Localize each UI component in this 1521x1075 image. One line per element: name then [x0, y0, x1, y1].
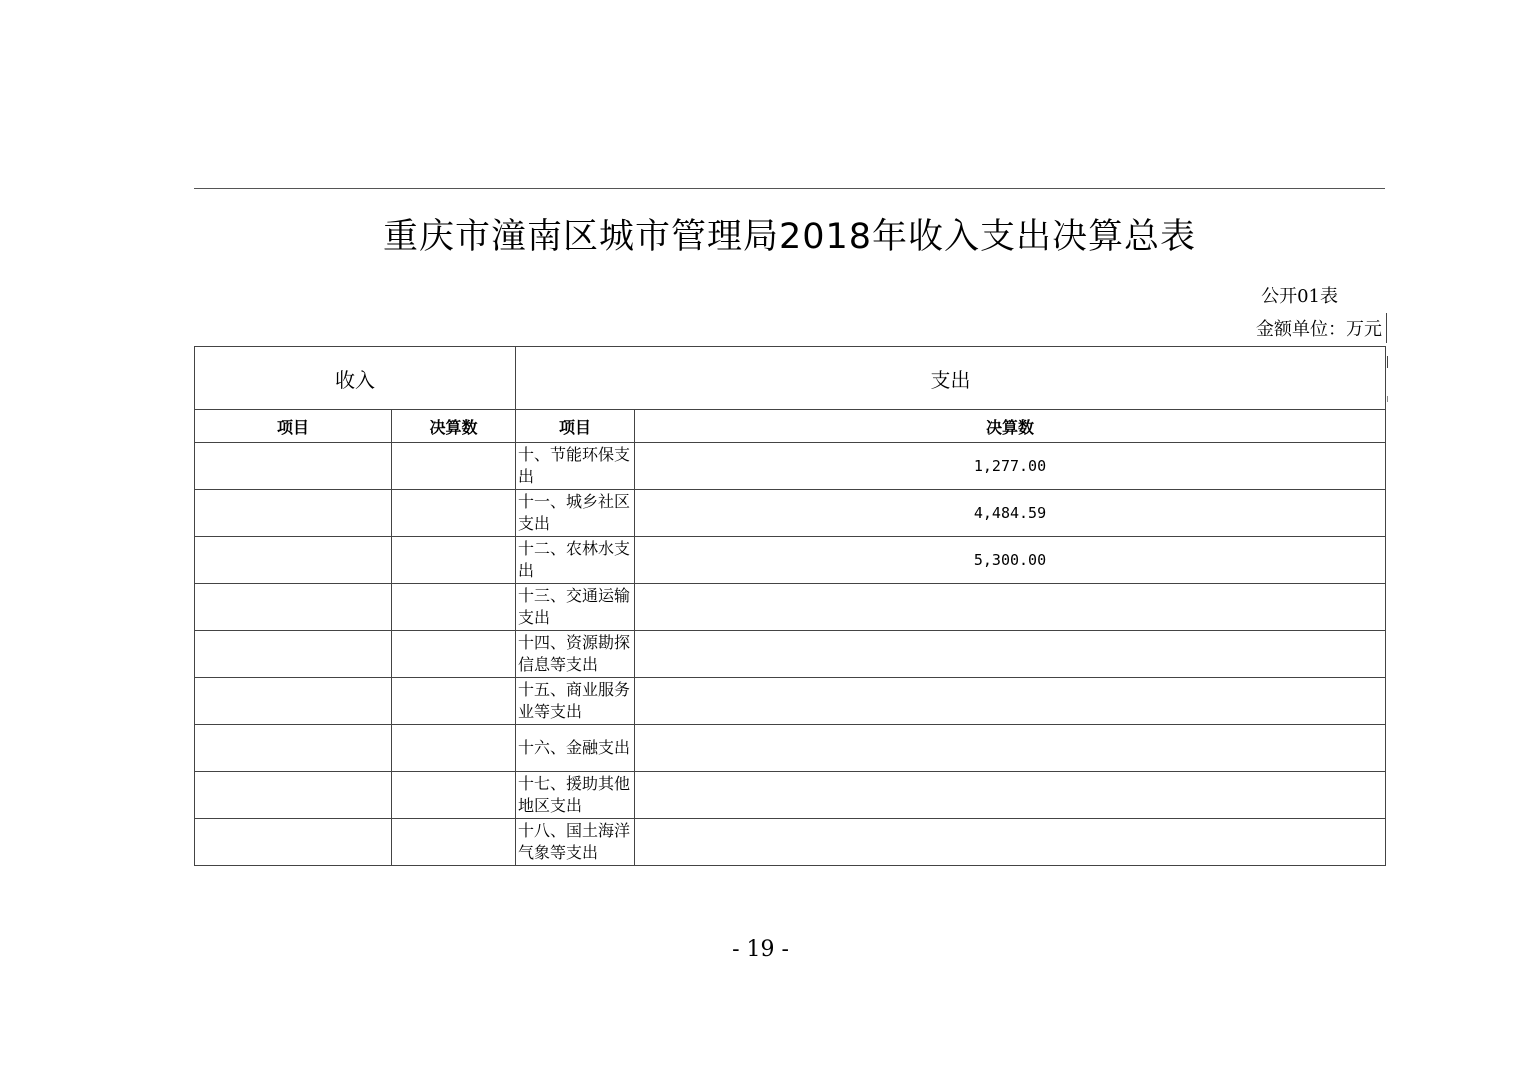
expense-amount-cell — [635, 678, 1386, 725]
table-row — [195, 537, 1386, 584]
income-amount-cell — [392, 772, 516, 819]
table-row — [195, 631, 1386, 678]
expense-amount-cell — [635, 584, 1386, 631]
income-amount-cell — [392, 443, 516, 490]
expense-item-cell: 十三、交通运输支出 — [516, 584, 635, 631]
expense-item-header: 项目 — [516, 410, 635, 443]
budget-table — [194, 346, 1386, 866]
income-item-cell — [195, 537, 392, 584]
table-row — [195, 584, 1386, 631]
table-row — [195, 819, 1386, 866]
income-item-cell — [195, 443, 392, 490]
expense-amount-cell — [635, 772, 1386, 819]
expense-item-cell: 十一、城乡社区支出 — [516, 490, 635, 537]
page-title: 重庆市潼南区城市管理局2018年收入支出决算总表 — [382, 217, 1197, 257]
column-header-row — [195, 410, 1386, 443]
table-row — [195, 678, 1386, 725]
expense-amount-cell — [635, 725, 1386, 772]
expense-amount-cell: 1,277.00 — [635, 443, 1386, 490]
expense-amount-cell — [635, 819, 1386, 866]
expense-item-cell: 十二、农林水支出 — [516, 537, 635, 584]
income-amount-cell — [392, 631, 516, 678]
income-item-cell — [195, 490, 392, 537]
expense-item-cell: 十五、商业服务业等支出 — [516, 678, 635, 725]
expense-item-cell: 十八、国土海洋气象等支出 — [516, 819, 635, 866]
table-row — [195, 443, 1386, 490]
expense-amount-cell: 4,484.59 — [635, 490, 1386, 537]
margin-mark — [1386, 313, 1387, 343]
margin-mark — [1387, 356, 1388, 368]
amount-unit-label: 金额单位：万元 — [1256, 319, 1382, 340]
income-amount-cell — [392, 490, 516, 537]
table-body — [195, 443, 1386, 866]
income-amount-header: 决算数 — [392, 410, 516, 443]
expense-item-cell: 十四、资源勘探信息等支出 — [516, 631, 635, 678]
table-row — [195, 725, 1386, 772]
page-number: - 19 - — [732, 937, 789, 962]
income-item-header: 项目 — [195, 410, 392, 443]
expense-group-header: 支出 — [516, 347, 1386, 410]
income-item-cell — [195, 819, 392, 866]
income-group-header: 收入 — [195, 347, 516, 410]
table-row — [195, 490, 1386, 537]
income-item-cell — [195, 725, 392, 772]
income-item-cell — [195, 631, 392, 678]
income-item-cell — [195, 678, 392, 725]
income-item-cell — [195, 772, 392, 819]
expense-amount-header: 决算数 — [635, 410, 1386, 443]
header-rule — [194, 188, 1385, 189]
income-amount-cell — [392, 819, 516, 866]
table-row — [195, 772, 1386, 819]
expense-amount-cell — [635, 631, 1386, 678]
income-amount-cell — [392, 537, 516, 584]
group-header-row — [195, 347, 1386, 410]
income-amount-cell — [392, 584, 516, 631]
expense-item-cell: 十六、金融支出 — [516, 725, 635, 772]
form-code-label: 公开01表 — [1261, 286, 1338, 307]
income-amount-cell — [392, 678, 516, 725]
income-amount-cell — [392, 725, 516, 772]
expense-item-cell: 十、节能环保支出 — [516, 443, 635, 490]
income-item-cell — [195, 584, 392, 631]
expense-amount-cell: 5,300.00 — [635, 537, 1386, 584]
margin-mark — [1387, 396, 1388, 402]
expense-item-cell: 十七、援助其他地区支出 — [516, 772, 635, 819]
